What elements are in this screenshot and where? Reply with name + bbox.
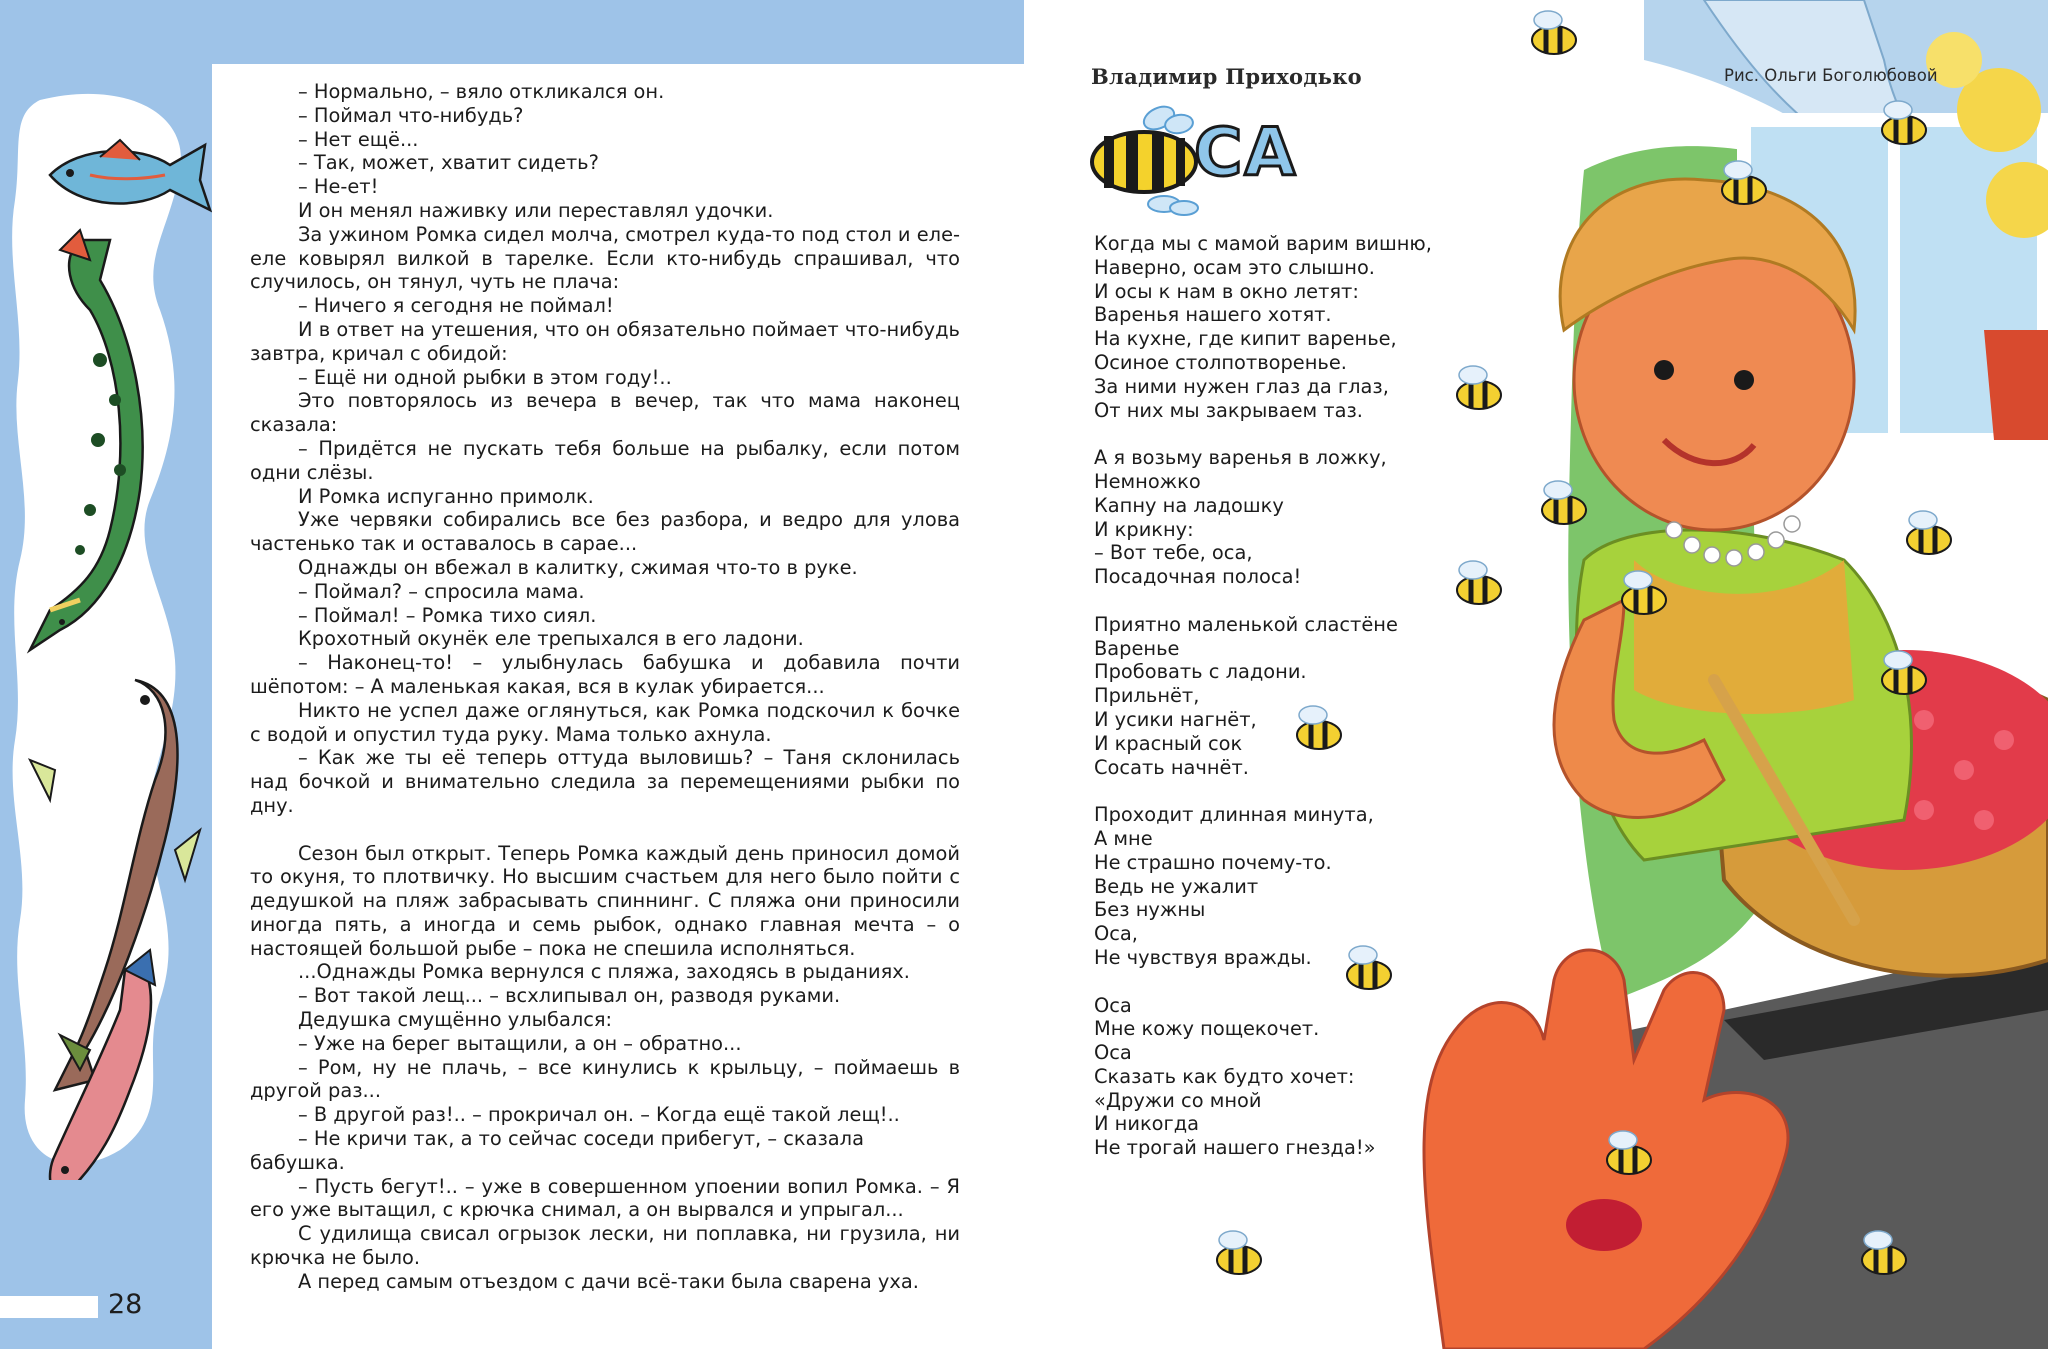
poem-line: Оса: [1094, 1041, 1132, 1065]
story-paragraph: Уже червяки собирались все без разбора, и ведро для улова частенько так и оставалось в сарае...: [250, 508, 960, 556]
story-paragraph: И в ответ на утешения, что он обязательно поймает что-нибудь завтра, кричал с обидой:: [250, 317, 960, 365]
poem-line: Сосать начнёт.: [1094, 755, 1249, 779]
poem-line: Не страшно почему-то.: [1094, 850, 1332, 874]
story-paragraph: – Придётся не пускать тебя больше на рыбалку, если потом одни слёзы.: [250, 436, 960, 484]
story-paragraph: ...Однажды Ромка вернулся с пляжа, заходясь в рыданиях.: [298, 960, 910, 984]
story-paragraph: – Нет ещё...: [298, 127, 419, 151]
poem-line: За ними нужен глаз да глаз,: [1094, 374, 1389, 398]
story-paragraph: Сезон был открыт. Теперь Ромка каждый день приносил домой то окуня, то плотвичку. Но высшим счастьем для него было пойти с дедушкой на пляж забрасывать спиннинг. С пляжа они приносили иногда пять, а иногда и семь рыбок, однако главная мечта – о настоящей большой рыбе – пока не спешила исполняться.: [250, 841, 960, 960]
poem-line: От них мы закрываем таз.: [1094, 398, 1363, 422]
story-paragraph: Никто не успел даже оглянуться, как Ромка подскочил к бочке с водой и опустил туда руку. Мама только ахнула.: [250, 698, 960, 746]
poem-line: Когда мы с мамой варим вишню,: [1094, 232, 1432, 255]
poem-line: Наверно, осам это слышно.: [1094, 255, 1375, 279]
poem-stanza: [1094, 446, 1424, 589]
story-paragraph: – Наконец-то! – улыбнулась бабушка и добавила почти шёпотом: – А маленькая какая, вся в кулак убирается...: [250, 651, 960, 698]
story-paragraph: – Ром, ну не плачь, – все кинулись к крыльцу, – поймаешь в другой раз...: [250, 1055, 960, 1103]
story-paragraph: Однажды он вбежал в калитку, сжимая что-то в руке.: [298, 555, 858, 579]
poem-line: И осы к нам в окно летят:: [1094, 279, 1359, 303]
poem-line: Не чувствуя вражды.: [1094, 945, 1312, 969]
poem-line: Сказать как будто хочет:: [1094, 1064, 1355, 1088]
story-paragraph: – Поймал! – Ромка тихо сиял.: [298, 603, 597, 627]
story-paragraph: – Как же ты её теперь оттуда выловишь? – Таня склонилась над бочкой и внимательно следила за перемещениями рыбки по дну.: [250, 746, 960, 817]
poem-line: Ведь не ужалит: [1094, 874, 1259, 898]
poem-line: Проходит длинная минута,: [1094, 803, 1374, 827]
poem-line: Варенье: [1094, 636, 1180, 660]
story-paragraph: – Не кричи так, а то сейчас соседи прибегут, – сказала бабушка.: [250, 1127, 864, 1174]
poem-line: Не трогай нашего гнезда!»: [1094, 1136, 1376, 1160]
poem-title: [1084, 100, 1334, 220]
right-page: [1024, 0, 2048, 1349]
story-paragraph: – Ещё ни одной рыбки в этом году!..: [298, 365, 672, 389]
poem-title-text: СА: [1194, 114, 1298, 191]
poem-stanza: [1094, 613, 1424, 780]
story-paragraph: – Нормально, – вяло откликался он.: [298, 80, 665, 103]
story-paragraph: С удилища свисал огрызок лески, ни поплавка, ни грузила, ни крючка не было.: [250, 1222, 960, 1270]
poem-text: [1094, 232, 1432, 1184]
story-paragraph: – Пусть бегут!.. – уже в совершенном упоении вопил Ромка. – Я его уже вытащил, с крючка снимал, а он вырвался и упрыгал...: [250, 1174, 960, 1222]
poem-line: Оса,: [1094, 922, 1138, 946]
poem-line: На кухне, где кипит варенье,: [1094, 327, 1397, 351]
poem-line: «Дружи со мной: [1094, 1088, 1262, 1112]
poem-line: И никогда: [1094, 1112, 1200, 1136]
poem-line: Приятно маленькой сластёне: [1094, 612, 1398, 636]
poem-line: Мне кожу пощекочет.: [1094, 1017, 1320, 1041]
poem-stanza: [1094, 803, 1424, 970]
story-paragraph: – В другой раз!.. – прокричал он. – Когда ещё такой лещ!..: [298, 1103, 900, 1127]
story-paragraph: Дедушка смущённо улыбался:: [298, 1008, 613, 1032]
story-text: [250, 80, 960, 1294]
illustrator-credit: Рис. Ольги Боголюбовой: [1724, 66, 1938, 85]
story-paragraph: За ужином Ромка сидел молча, смотрел куда-то под стол и еле-еле ковырял вилкой в тарелке. Если кто-нибудь спрашивал, что случилось, он тянул, чуть не плача:: [250, 222, 960, 294]
poem-line: Пробовать с ладони.: [1094, 660, 1307, 684]
poem-line: Без нужны: [1094, 898, 1206, 922]
bee-icon: [1084, 100, 1204, 220]
story-paragraph: – Поймал? – спросила мама.: [298, 579, 585, 603]
story-paragraph: И Ромка испуганно примолк.: [298, 484, 594, 508]
story-paragraph: Крохотный окунёк еле трепыхался в его ладони.: [298, 627, 804, 651]
poem-line: Немножко: [1094, 469, 1201, 493]
story-paragraph: – Уже на берег вытащили, а он – обратно...: [298, 1031, 742, 1055]
story-paragraph: – Не-ет!: [298, 175, 379, 199]
story-paragraph: – Поймал что-нибудь?: [298, 103, 524, 127]
story-paragraph: Это повторялось из вечера в вечер, так что мама наконец сказала:: [250, 389, 960, 437]
poem-stanza: [1094, 232, 1432, 422]
author-name: Владимир Приходько: [1091, 64, 1362, 89]
poem-line: Прильнёт,: [1094, 684, 1200, 708]
poem-line: Осиное столпотворенье.: [1094, 350, 1347, 374]
poem-line: И крикну:: [1094, 517, 1194, 541]
story-paragraph: – Так, может, хватит сидеть?: [298, 151, 599, 175]
story-paragraph: – Вот такой лещ... – всхлипывал он, разводя руками.: [298, 984, 841, 1008]
poem-line: Капну на ладошку: [1094, 493, 1284, 517]
poem-line: И усики нагнёт,: [1094, 707, 1257, 731]
poem-line: А я возьму варенья в ложку,: [1094, 446, 1387, 470]
page-number: 28: [108, 1289, 143, 1320]
poem-line: Посадочная полоса!: [1094, 565, 1302, 589]
story-paragraph: И он менял наживку или переставлял удочки.: [298, 198, 774, 222]
poem-line: И красный сок: [1094, 731, 1243, 755]
poem-line: – Вот тебе, оса,: [1094, 541, 1253, 565]
poem-line: А мне: [1094, 826, 1153, 850]
story-paragraph: – Ничего я сегодня не поймал!: [298, 294, 614, 318]
page-number-bar: [0, 1296, 98, 1318]
poem-stanza: [1094, 994, 1424, 1161]
story-paragraph: А перед самым отъездом с дачи всё-таки была сварена уха.: [298, 1269, 919, 1293]
fish-illustration-strip: [0, 80, 212, 1180]
poem-line: Варенья нашего хотят.: [1094, 303, 1332, 327]
poem-line: Оса: [1094, 993, 1132, 1017]
